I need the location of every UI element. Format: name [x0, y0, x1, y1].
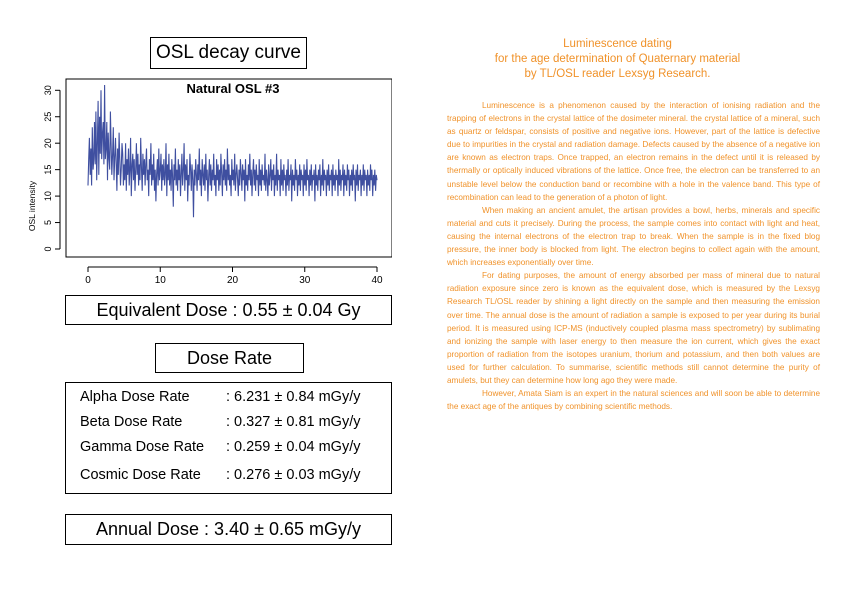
dose-rate-row-cosmic: [80, 467, 361, 483]
article-paragraph: However, Amata Siam is an expert in the natural sciences and will soon be able to determine the exact age of the antiques by combining scientific methods.: [447, 389, 820, 412]
article-title-line: for the age determination of Quaternary material: [494, 53, 741, 65]
x-tick-label: 20: [226, 275, 239, 286]
equivalent-dose-box: [65, 295, 392, 325]
article-body: [447, 99, 820, 413]
dose-rate-value: : 0.327 ± 0.81 mGy/y: [226, 414, 361, 430]
article-title: [440, 37, 795, 82]
dose-rate-title: Dose Rate: [186, 347, 273, 368]
y-axis-label: OSL intensity: [27, 180, 37, 232]
dose-rate-table: [65, 382, 392, 494]
osl-title: OSL decay curve: [155, 42, 302, 63]
osl-title-box: [150, 37, 307, 69]
dose-rate-row-beta: [80, 414, 361, 430]
dose-rate-value: : 0.259 ± 0.04 mGy/y: [226, 439, 361, 455]
annual-dose-box: [65, 514, 392, 545]
dose-rate-row-alpha: [80, 389, 361, 405]
article-title-line: Luminescence dating: [563, 38, 672, 50]
y-tick-label: 5: [43, 220, 53, 226]
dose-rate-row-gamma: [80, 439, 361, 455]
dose-rate-label: Gamma Dose Rate: [80, 439, 205, 455]
osl-series-line: [88, 85, 377, 217]
article-paragraph: Luminescence is a phenomenon caused by the interaction of ionising radiation and the trapping of electrons in the crystal lattice of the dosimeter mineral. the crystal lattice of a mineral, such as quartz or feldspar, consists of positive and negative ions. However, part of the lattice is defective due to impurities in the crystal and radiation damage. Defects caused by the absence of a negative ion are known as electron traps. Once trapped, an electron remains in the defect until it is released by thermally or optically induced vibrations of the lattice. Once free, the electron can be transferred to an unstable level below the conduction band or recombine with a hole in the valence band. This type of recombination can lead to the generation of a photon of light.: [447, 101, 820, 202]
y-tick-label: 15: [43, 164, 53, 175]
y-tick-label: 10: [43, 191, 53, 202]
y-tick-label: 0: [43, 246, 53, 252]
chart-title: Natural OSL #3: [186, 81, 280, 96]
dose-rate-label: Alpha Dose Rate: [80, 389, 190, 405]
article-paragraph: When making an ancient amulet, the artisan provides a bowl, herbs, minerals and specific material and cuts it precisely. During the process, the sample comes into contact with light and heat, causing the internal electrons of the electron trap to break. When the sample is in the fixed blog pressure, the inner body is blocked from light. The electron begins to collect again with the amount, which increases exponentially over time.: [447, 205, 820, 268]
dose-rate-label: Beta Dose Rate: [80, 414, 183, 430]
dose-rate-label: Cosmic Dose Rate: [80, 467, 201, 483]
annual-dose: Annual Dose : 3.40 ± 0.65 mGy/y: [95, 519, 362, 539]
y-tick-label: 25: [43, 111, 53, 122]
dose-rate-title-box: [155, 343, 304, 373]
article-paragraph: For dating purposes, the amount of energy absorbed per mass of mineral due to natural radiation exposure since zero is known as the equivalent dose, which is measured by the Lexsyg Research TL/OSL reader by shining a light directly on the sample and then measuring the emission over time. The annual dose is the amount of radiation a sample is exposed to per year during its burial period. It is measured using ICP-MS (inductively coupled plasma mass spectrometry) by sublimating and ionizing the sample with laser energy to then measure the ion current, which gives the exact proportion of radiation from the isotopes uranium, thorium and potassium, and then both values are used for further calculation. To summarise, scientific methods still cannot determine the purity of amulets, but they can determine how long ago they were made.: [447, 271, 820, 385]
x-tick-label: 0: [85, 275, 91, 286]
x-tick-label: 10: [154, 275, 166, 286]
x-tick-label: 30: [299, 275, 311, 286]
x-tick-label: 40: [371, 275, 383, 286]
y-tick-label: 30: [43, 85, 53, 96]
article-title-line: by TL/OSL reader Lexsyg Research.: [524, 68, 711, 80]
y-tick-label: 20: [43, 138, 53, 149]
dose-rate-value: : 6.231 ± 0.84 mGy/y: [226, 389, 361, 405]
equivalent-dose: Equivalent Dose : 0.55 ± 0.04 Gy: [96, 299, 361, 320]
osl-chart: [22, 73, 392, 290]
dose-rate-value: : 0.276 ± 0.03 mGy/y: [226, 467, 361, 483]
